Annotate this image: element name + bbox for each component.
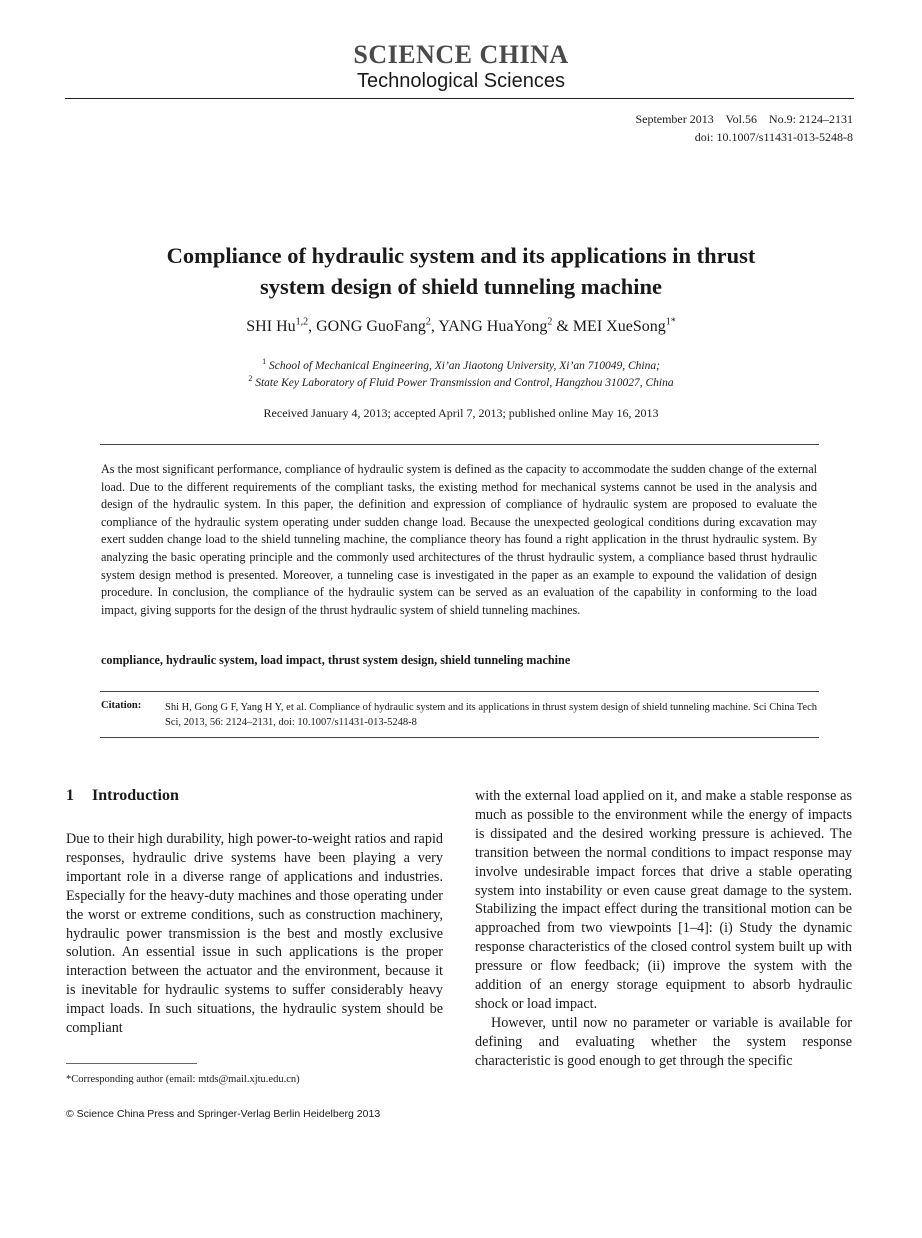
body-column-left [66, 830, 443, 1038]
body-column-right [475, 787, 852, 1071]
section-number: 1 [66, 787, 74, 804]
section-title: Introduction [92, 787, 179, 804]
issue-line: September 2013 Vol.56 No.9: 2124–2131 [635, 112, 853, 126]
paragraph: Due to their high durability, high power-to-weight ratios and rapid responses, hydraulic drive systems have been playing a very important role in a diverse range of applications and industries. Especially for the heavy-duty machines and those operating under the worst or extreme conditions, such as construction machinery, hydraulic power transmission is the best and mostly exclusive solution. An essential issue in such applications is the proper interaction between the actuator and the environment, because it is inevitable for hydraulic systems to suffer considerably heavy impact loads. In such situations, the hydraulic system should be compliant [66, 831, 443, 1037]
paragraph: with the external load applied on it, and make a stable response as much as possible to the environment while the energy of impacts is dissipated and the desired working pressure is achieved. The transition between the normal conditions to impact response may involve undesirable impact forces that drive a stable operating system into instability or even cause great damage to the system. Stabilizing the impact effect during the transitional motion can be approached from two viewpoints [1–4]: (i) Study the dynamic response characteristics of the closed control system built up with pressure or flow feedback; (ii) improve the system with the addition of an energy storage equipment to absorb hydraulic shock or load impact. [475, 788, 852, 1012]
citation-text: Shi H, Gong G F, Yang H Y, et al. Compliance of hydraulic system and its applications in thrust system design of shield tunneling machine. Sci China Tech Sci, 2013, 56: 2124–2131, doi: 10.1007/s11431-013-5248-8 [165, 702, 817, 728]
affiliation-text: School of Mechanical Engineering, Xi’an Jiaotong University, Xi’an 710049, China; [268, 360, 660, 372]
author-separator: , [308, 318, 317, 335]
corresponding-author-footnote: *Corresponding author (email: mtds@mail.xjtu.edu.cn) [66, 1074, 300, 1085]
author-name: GONG GuoFang [316, 318, 426, 335]
paragraph: However, until now no parameter or variable is available for defining and evaluating whether the system response characteristic is good enough to get through the specific [475, 1014, 852, 1069]
author-separator: & [552, 318, 573, 335]
section-heading [66, 787, 179, 805]
author-name: MEI XueSong [572, 318, 666, 335]
affiliation-sup: 1 [262, 357, 267, 367]
journal-name: SCIENCE CHINA [353, 40, 569, 69]
affiliation-text: State Key Laboratory of Fluid Power Transmission and Control, Hangzhou 310027, China [255, 377, 674, 389]
author-name: YANG HuaYong [438, 318, 548, 335]
affiliation-sup: 2 [248, 374, 253, 384]
author-affil-sup: 1* [665, 316, 676, 328]
abstract: As the most significant performance, compliance of hydraulic system is defined as the capacity to accommodate the sudden change of the external load. Due to the different requirements of the compliant tasks, the existing method for mechanical systems cannot be used in the analysis and design of the hydraulic system. In this paper, the definition and expression of compliance of hydraulic system are proposed to evaluate the compliance of the hydraulic system operating under sudden change load. Because the unexpected geological conditions during excavation may exert sudden change load to the shield tunneling machine, the compliance theory has found a right application in the thrust hydraulic system. By analyzing the basic operating principle and the commonly used architectures of the thrust hydraulic system, a compliance based thrust hydraulic system design method is presented. Moreover, a tunneling case is investigated in the paper as an example to expound the validation of design procedure. In conclusion, the compliance of the hydraulic system can be served as an evaluation of the capability in conforming to the load impact, giving supports for the design of the thrust hydraulic system of shield tunneling machines. [101, 462, 817, 617]
author-list [0, 318, 922, 336]
paper-title-line-2: system design of shield tunneling machine [260, 274, 662, 299]
author-affil-sup: 2 [547, 316, 553, 328]
journal-series: Technological Sciences [357, 70, 565, 92]
footnote-rule [66, 1063, 197, 1064]
abstract-top-rule [100, 444, 819, 445]
received-dates: Received January 4, 2013; accepted April 7, 2013; published online May 16, 2013 [263, 406, 659, 420]
author-affil-sup: 2 [425, 316, 431, 328]
author-separator: , [430, 318, 439, 335]
keywords: compliance, hydraulic system, load impact, thrust system design, shield tunneling machine [101, 653, 571, 667]
citation-top-rule [100, 691, 819, 692]
affiliation [0, 374, 922, 389]
citation-label: Citation: [101, 700, 142, 711]
header-rule [65, 98, 854, 99]
doi-line: doi: 10.1007/s11431-013-5248-8 [694, 130, 853, 144]
copyright-notice: © Science China Press and Springer-Verlag Berlin Heidelberg 2013 [66, 1108, 381, 1120]
paper-title [90, 240, 832, 302]
author-affil-sup: 1,2 [295, 316, 309, 328]
citation-bottom-rule [100, 737, 819, 738]
paper-title-line-1: Compliance of hydraulic system and its applications in thrust [166, 243, 756, 268]
author-name: SHI Hu [246, 318, 296, 335]
affiliation [0, 357, 922, 372]
